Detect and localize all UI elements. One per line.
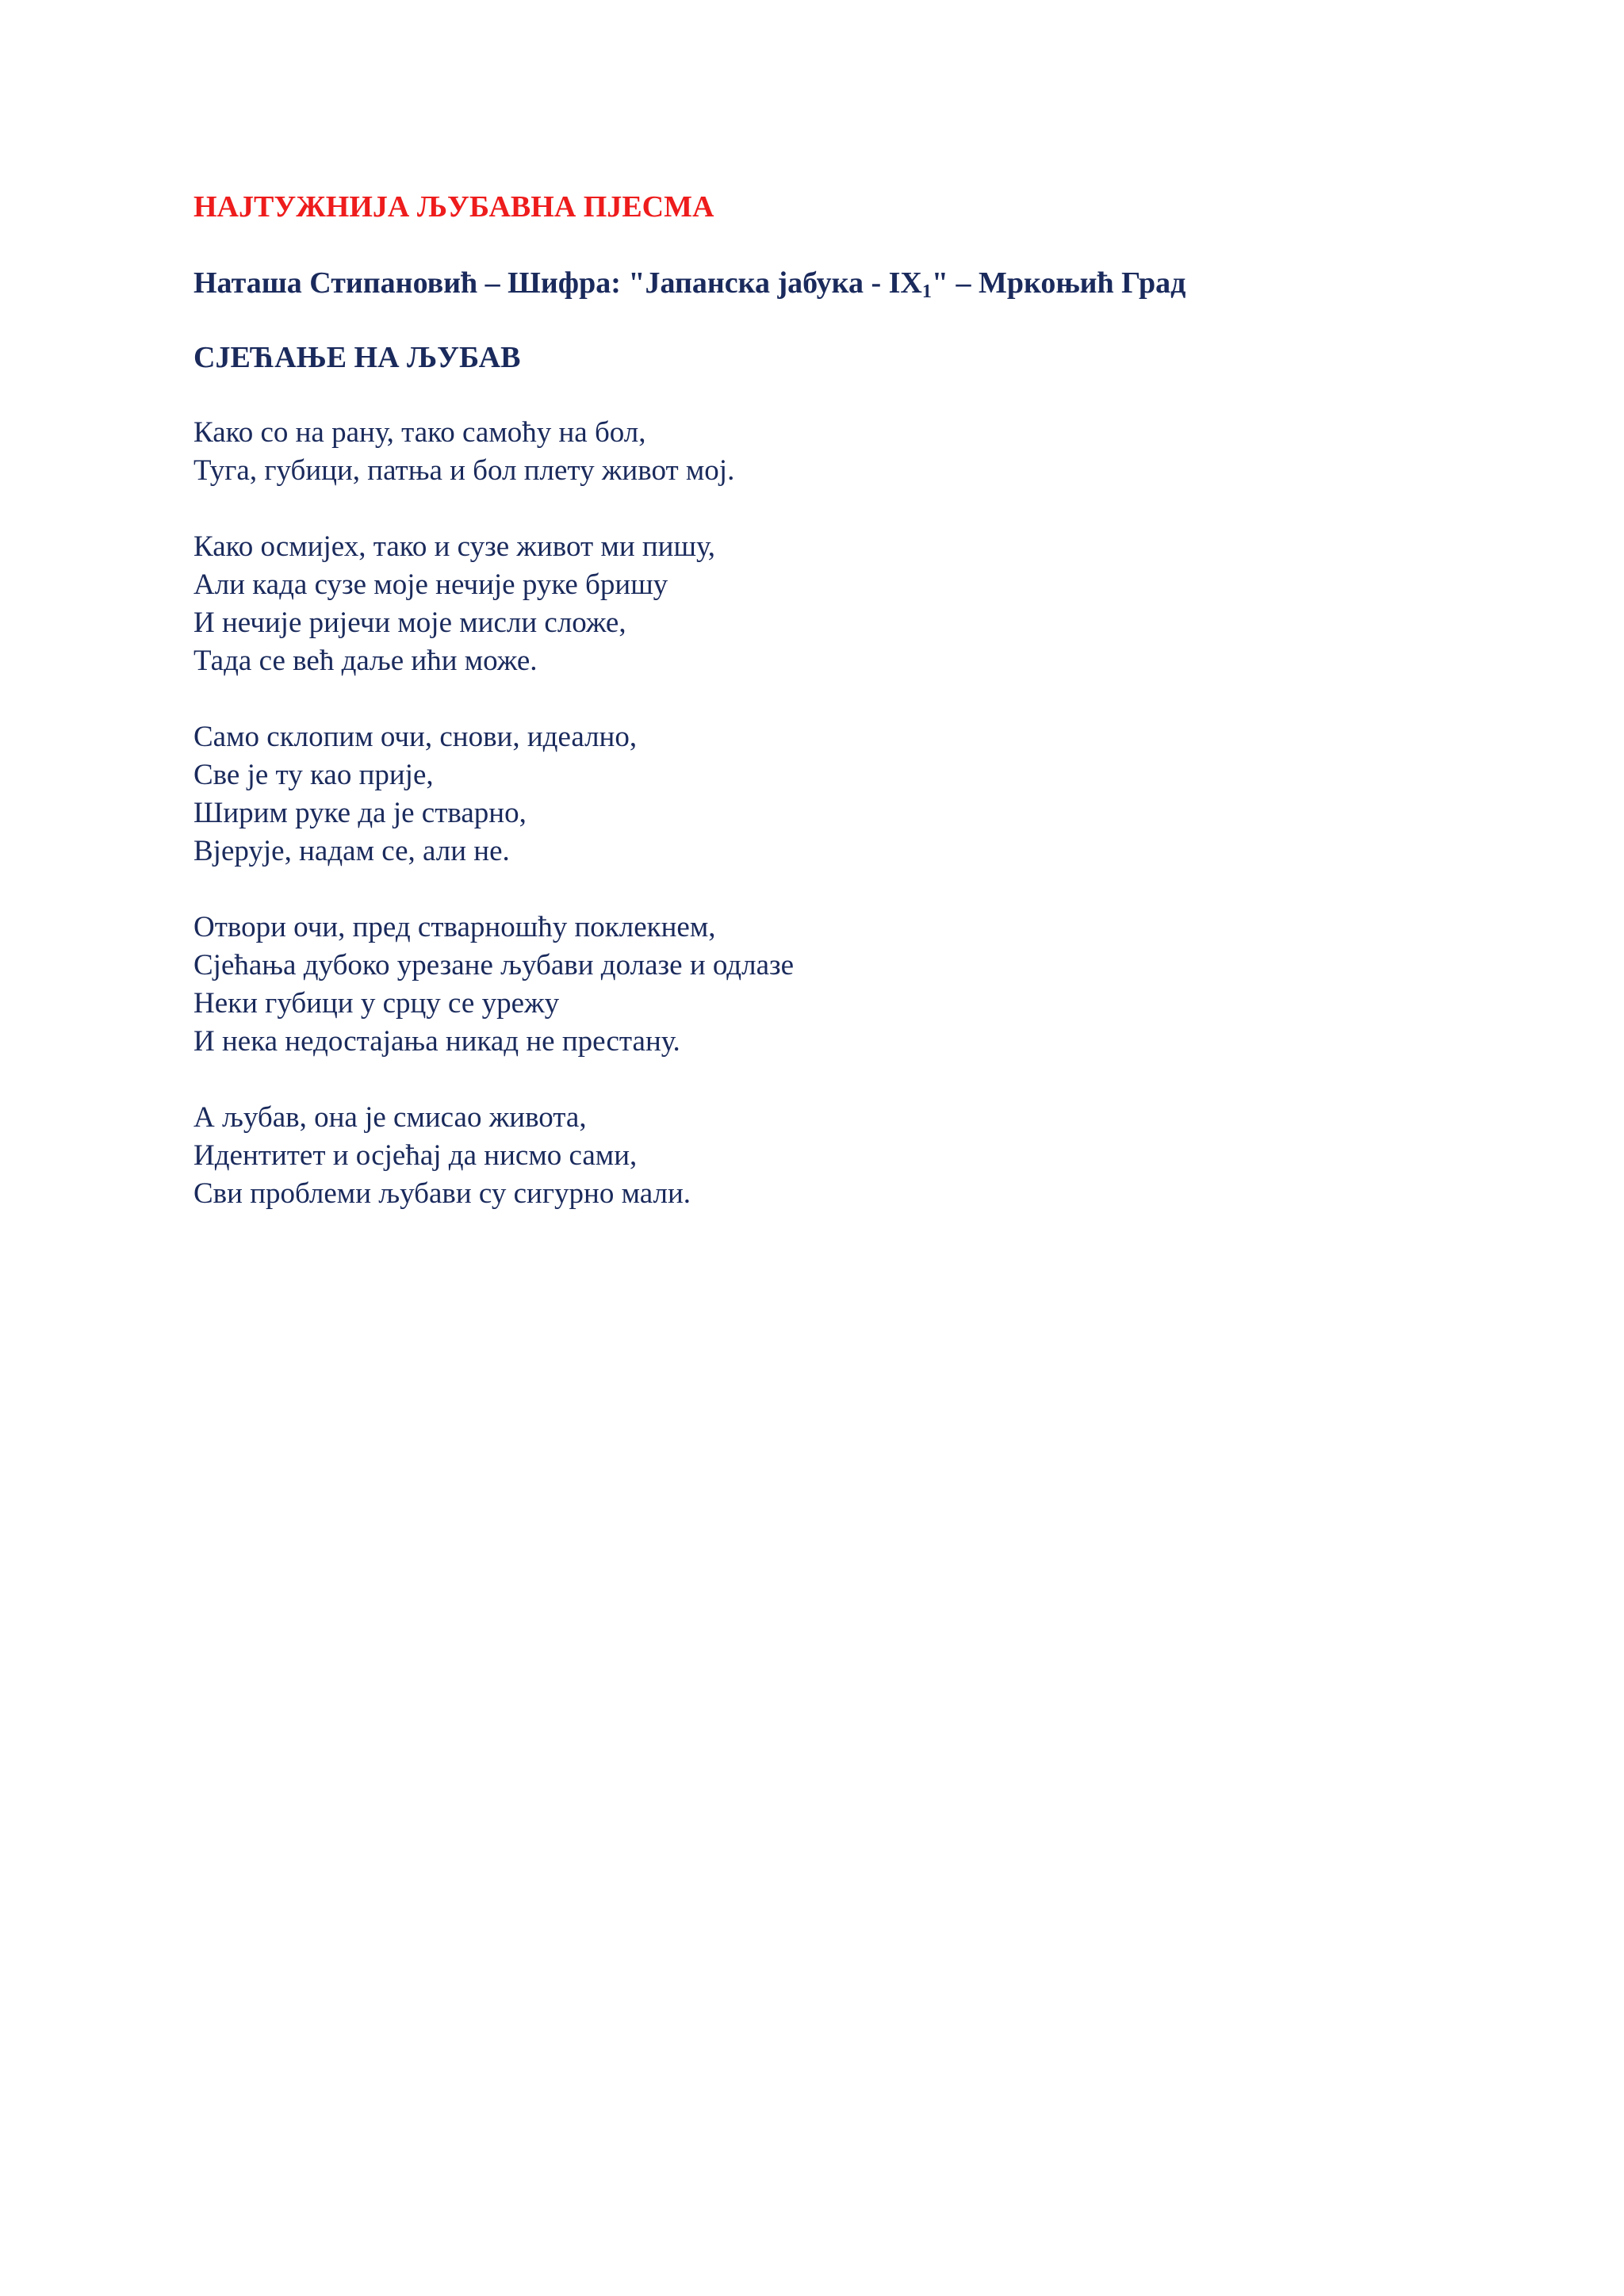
poem-line: Сви проблеми љубави су сигурно мали. xyxy=(193,1177,691,1210)
document-title: НАЈТУЖНИЈА ЉУБАВНА ПЈЕСМА xyxy=(193,190,714,224)
poem-line: Само склопим очи, снови, идеално, xyxy=(193,721,638,753)
author-line-main: Наташа Стипановић – Шифра: "Јапанска јабука - IX xyxy=(193,266,922,300)
poem-line: И нека недостајања никад не престану. xyxy=(193,1025,680,1058)
poem-line: А љубав, она је смисао живота, xyxy=(193,1101,587,1134)
stanza-3 xyxy=(193,718,1542,871)
poem-body xyxy=(193,414,1542,1213)
poem-line: Идентитет и осјећај да нисмо сами, xyxy=(193,1139,638,1172)
author-line-end: " – Мркоњић Град xyxy=(931,266,1186,300)
poem-line: Како со на рану, тако самоћу на бол, xyxy=(193,416,646,449)
poem-line: Неки губици у срцу се урежу xyxy=(193,987,560,1020)
poem-title: СЈЕЋАЊЕ НА ЉУБАВ xyxy=(193,341,521,374)
poem-line: Вјерује, надам се, али не. xyxy=(193,835,510,867)
poem-line: Све је ту као прије, xyxy=(193,759,434,791)
poem-line: Туга, губици, патња и бол плету живот мој. xyxy=(193,454,735,487)
author-line xyxy=(193,265,1542,301)
stanza-2 xyxy=(193,528,1542,680)
poem-line: Сјећања дубоко урезане љубави долазе и одлазе xyxy=(193,949,795,982)
poem-line: Тада се већ даље ићи може. xyxy=(193,645,538,677)
poem-line: Отвори очи, пред стварношћу поклекнем, xyxy=(193,911,716,943)
stanza-1 xyxy=(193,414,1542,490)
stanza-4 xyxy=(193,909,1542,1061)
poem-line: Али када сузе моје нечије руке бришу xyxy=(193,568,668,601)
poem-line: И нечије ријечи моје мисли сложе, xyxy=(193,607,626,639)
document-content xyxy=(193,189,1542,1251)
poem-line: Како осмијех, тако и сузе живот ми пишу, xyxy=(193,530,716,563)
poem-line: Ширим руке да је стварно, xyxy=(193,797,527,829)
author-line-subscript: 1 xyxy=(921,281,932,302)
stanza-5 xyxy=(193,1099,1542,1213)
